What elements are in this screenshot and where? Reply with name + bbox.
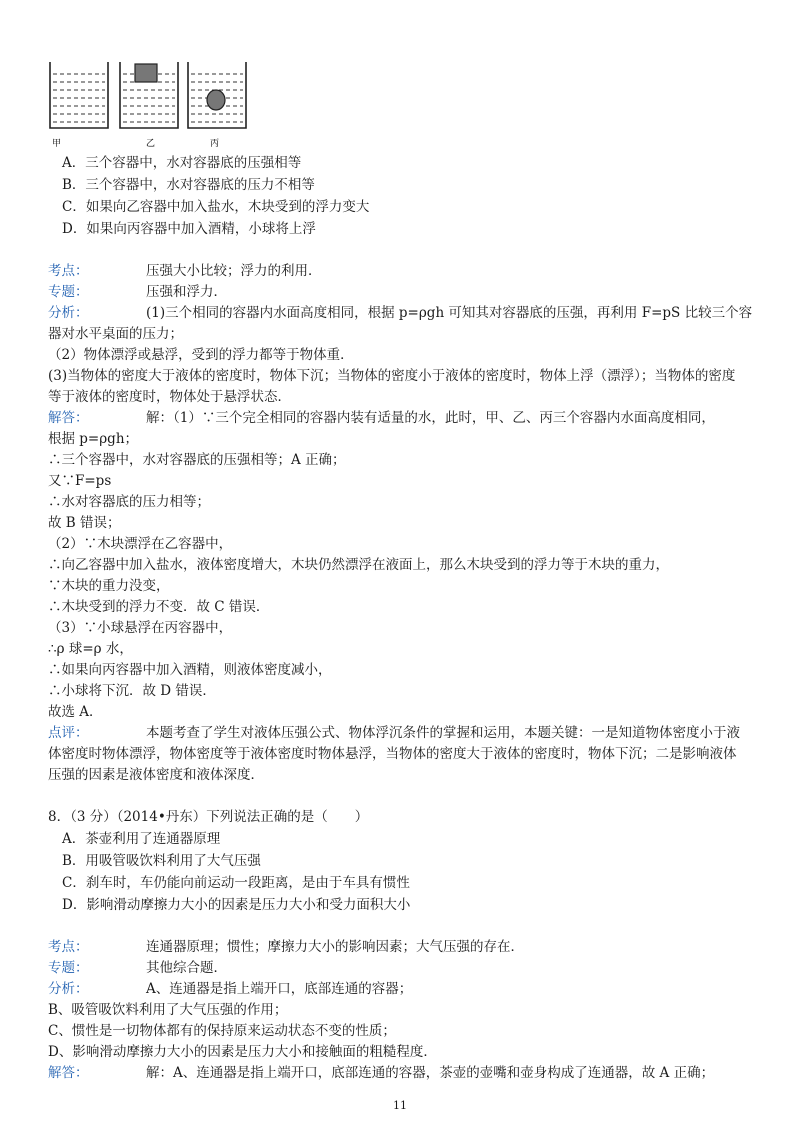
- q8-option-c: C．刹车时，车仍能向前运动一段距离，是由于车具有惯性: [62, 875, 410, 891]
- q7-dianping-line: 体密度时物体漂浮，物体密度等于液体密度时物体悬浮，当物体的密度大于液体的密度时，物体下沉；二是影响液体: [48, 746, 737, 762]
- q7-option-a: A．三个容器中，水对容器底的压强相等: [62, 155, 302, 171]
- q8-jieda-first: 解：A、连通器是指上端开口，底部连通的容器，茶壶的壶嘴和壶身构成了连通器，故 A 正确；: [146, 1065, 715, 1081]
- q8-fenxi-line: B、吸管吸饮料利用了大气压强的作用；: [48, 1002, 288, 1018]
- q7-jieda-line: ∴木块受到的浮力不变．故 C 错误．: [48, 599, 270, 615]
- q7-jieda-line: 根据 p=ρgh；: [48, 431, 139, 447]
- q7-jieda-line: ∴向乙容器中加入盐水，液体密度增大，木块仍然漂浮在液面上，那么木块受到的浮力等于木块的重力，: [48, 557, 669, 573]
- q7-fenxi-label: 分析：: [48, 305, 89, 321]
- q8-kaodian: 连通器原理；惯性；摩擦力大小的影响因素；大气压强的存在．: [146, 939, 524, 955]
- q7-jieda-line: 又∵F=ps: [48, 473, 112, 489]
- wood-block: [135, 64, 157, 82]
- q8-fenxi-first: A、连通器是指上端开口，底部连通的容器；: [146, 981, 413, 997]
- q8-zhuanti-label: 专题：: [48, 960, 89, 976]
- page-number: 11: [393, 1099, 407, 1112]
- caption-yi: 乙: [146, 139, 156, 149]
- q7-jieda-first: 解：（1）∵三个完全相同的容器内装有适量的水，此时，甲、乙、丙三个容器内水面高度相同，: [146, 410, 715, 426]
- q8-option-b: B．用吸管吸饮料利用了大气压强: [62, 853, 261, 869]
- q8-option-d: D．影响滑动摩擦力大小的因素是压力大小和受力面积大小: [62, 897, 411, 913]
- q7-fenxi-line: 等于液体的密度时，物体处于悬浮状态．: [48, 389, 291, 405]
- containers-figure: [48, 58, 248, 150]
- q8-jieda-label: 解答：: [48, 1065, 89, 1081]
- q8-stem: 8．（3 分）（2014•丹东）下列说法正确的是（ ）: [48, 809, 369, 825]
- caption-jia: 甲: [52, 139, 62, 149]
- q7-kaodian: 压强大小比较；浮力的利用．: [146, 263, 322, 279]
- q8-fenxi-line: D、影响滑动摩擦力大小的因素是压力大小和接触面的粗糙程度．: [48, 1044, 437, 1060]
- q7-jieda-line: （2）∵木块漂浮在乙容器中，: [48, 536, 233, 552]
- container-jia: [50, 62, 108, 128]
- q7-jieda-label: 解答：: [48, 410, 89, 426]
- q8-kaodian-label: 考点：: [48, 939, 89, 955]
- q8-fenxi-line: C、惯性是一切物体都有的保持原来运动状态不变的性质；: [48, 1023, 396, 1039]
- q8-zhuanti: 其他综合题．: [146, 960, 227, 976]
- q8-fenxi-label: 分析：: [48, 981, 89, 997]
- q7-fenxi-line: 器对水平桌面的压力；: [48, 326, 183, 342]
- q7-jieda-line: ∴小球将下沉．故 D 错误．: [48, 683, 216, 699]
- container-bing: [188, 62, 246, 128]
- q7-dianping-label: 点评：: [48, 725, 89, 741]
- q7-jieda-line: ∴如果向丙容器中加入酒精，则液体密度减小，: [48, 662, 332, 678]
- q7-fenxi-first: (1)三个相同的容器内水面高度相同，根据 p=ρgh 可知其对容器底的压强，再利用 F=pS 比较三个容: [146, 305, 753, 321]
- q7-zhuanti: 压强和浮力．: [146, 284, 227, 300]
- q8-option-a: A．茶壶利用了连通器原理: [62, 831, 221, 847]
- q7-jieda-line: 故选 A．: [48, 704, 103, 720]
- q7-dianping-line: 压强的因素是液体密度和液体深度．: [48, 767, 264, 783]
- caption-bing: 丙: [210, 139, 220, 149]
- q7-jieda-line: ∴三个容器中，水对容器底的压强相等；A 正确；: [48, 452, 346, 468]
- q7-option-d: D．如果向丙容器中加入酒精，小球将上浮: [62, 221, 316, 237]
- q7-jieda-line: ∵木块的重力没变，: [48, 578, 170, 594]
- q7-zhuanti-label: 专题：: [48, 284, 89, 300]
- ball: [207, 90, 225, 110]
- q7-jieda-line: 故 B 错误；: [48, 515, 121, 531]
- container-yi: [120, 62, 178, 128]
- q7-fenxi-line: （2）物体漂浮或悬浮，受到的浮力都等于物体重．: [48, 347, 354, 363]
- q7-option-c: C．如果向乙容器中加入盐水，木块受到的浮力变大: [62, 199, 370, 215]
- q7-kaodian-label: 考点：: [48, 263, 89, 279]
- q7-fenxi-line: (3)当物体的密度大于液体的密度时，物体下沉；当物体的密度小于液体的密度时，物体上浮（漂浮）；当物体的密度: [48, 368, 736, 384]
- q7-option-b: B．三个容器中，水对容器底的压力不相等: [62, 177, 315, 193]
- q7-dianping-first: 本题考查了学生对液体压强公式、物体浮沉条件的掌握和运用，本题关键：一是知道物体密度小于液: [146, 725, 740, 741]
- q7-jieda-line: ∴水对容器底的压力相等；: [48, 494, 210, 510]
- q7-jieda-line: （3）∵小球悬浮在丙容器中，: [48, 620, 233, 636]
- q7-jieda-line: ∴ρ 球=ρ 水，: [48, 641, 133, 657]
